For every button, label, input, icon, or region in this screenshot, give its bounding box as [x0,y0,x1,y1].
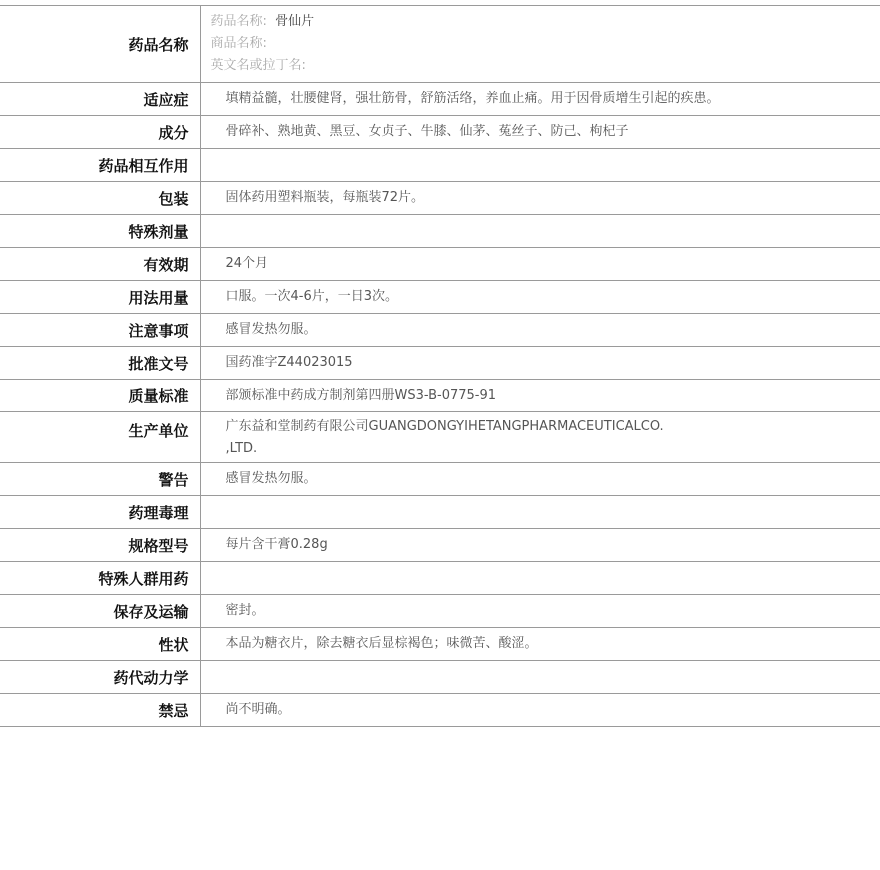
contraindications-label: 禁忌 [0,694,200,727]
ingredients-label: 成分 [0,116,200,149]
manufacturer-value [200,412,880,463]
quality-standard-label: 质量标准 [0,380,200,412]
pharmacokinetics-value [200,661,880,694]
indications-label: 适应症 [0,83,200,116]
specification-label: 规格型号 [0,529,200,562]
precautions-row [0,314,880,347]
warning-label: 警告 [0,463,200,496]
contraindications-row [0,694,880,727]
interactions-value [200,149,880,182]
special-population-label: 特殊人群用药 [0,562,200,595]
indications-row [0,83,880,116]
trade-name-key: 商品名称: [210,36,267,51]
special-dosage-row [0,215,880,248]
manufacturer-value-line1: 广东益和堂制药有限公司GUANGDONGYIHETANGPHARMACEUTICALCO. [225,419,664,434]
ingredients-value: 骨碎补、熟地黄、黑豆、女贞子、牛膝、仙茅、菟丝子、防己、枸杞子 [200,116,880,149]
manufacturer-row [0,412,880,463]
drug-name-row [0,6,880,83]
pharmacokinetics-label: 药代动力学 [0,661,200,694]
dosage-label: 用法用量 [0,281,200,314]
description-value: 本品为糖衣片，除去糖衣后显棕褐色；味微苦、酸涩。 [200,628,880,661]
specification-row [0,529,880,562]
drug-info-table [0,5,880,727]
generic-name-line [211,11,880,33]
pharmacology-value [200,496,880,529]
generic-name-value: 骨仙片 [275,14,315,29]
manufacturer-label: 生产单位 [0,412,200,463]
description-label: 性状 [0,628,200,661]
specification-value: 每片含干膏0.28g [200,529,880,562]
indications-value: 填精益髓，壮腰健肾，强壮筋骨，舒筋活络，养血止痛。用于因骨质增生引起的疾患。 [200,83,880,116]
pharmacology-label: 药理毒理 [0,496,200,529]
warning-value: 感冒发热勿服。 [200,463,880,496]
contraindications-value: 尚不明确。 [200,694,880,727]
dosage-value: 口服。一次4-6片，一日3次。 [200,281,880,314]
trade-name-line [211,33,880,55]
pharmacology-row [0,496,880,529]
approval-number-row [0,347,880,380]
approval-number-label: 批准文号 [0,347,200,380]
shelf-life-value: 24个月 [200,248,880,281]
precautions-value: 感冒发热勿服。 [200,314,880,347]
special-dosage-value [200,215,880,248]
approval-number-value: 国药准字Z44023015 [200,347,880,380]
warning-row [0,463,880,496]
packaging-value: 固体药用塑料瓶装，每瓶装72片。 [200,182,880,215]
special-population-value [200,562,880,595]
dosage-row [0,281,880,314]
drug-name-values [200,6,880,83]
storage-value: 密封。 [200,595,880,628]
quality-standard-value: 部颁标准中药成方制剂第四册WS3-B-0775-91 [200,380,880,412]
manufacturer-value-line2: ,LTD. [225,441,258,456]
generic-name-key: 药品名称: [210,14,267,29]
storage-row [0,595,880,628]
special-population-row [0,562,880,595]
shelf-life-label: 有效期 [0,248,200,281]
packaging-label: 包装 [0,182,200,215]
english-name-line [211,55,880,77]
interactions-row [0,149,880,182]
description-row [0,628,880,661]
special-dosage-label: 特殊剂量 [0,215,200,248]
quality-standard-row [0,380,880,412]
storage-label: 保存及运输 [0,595,200,628]
drug-name-label: 药品名称 [0,6,200,83]
pharmacokinetics-row [0,661,880,694]
interactions-label: 药品相互作用 [0,149,200,182]
precautions-label: 注意事项 [0,314,200,347]
shelf-life-row [0,248,880,281]
english-name-key: 英文名或拉丁名: [210,58,306,73]
ingredients-row [0,116,880,149]
packaging-row [0,182,880,215]
